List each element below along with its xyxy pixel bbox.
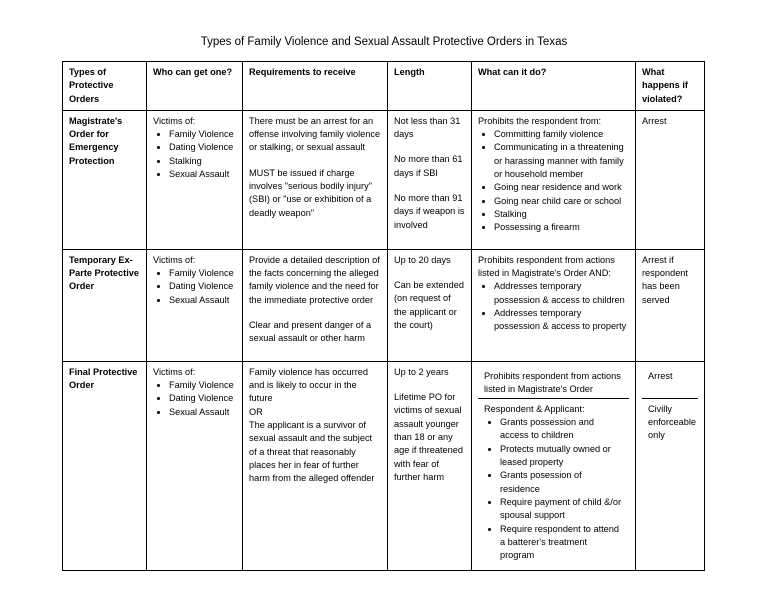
violated-cell: Arrest if respondent has been served [636, 249, 705, 361]
length-cell [388, 361, 472, 571]
list-item: • Addresses temporary possession & access to property [494, 307, 629, 334]
list-item: • Going near child care or school [494, 195, 629, 208]
list-item: • Family Violence [169, 128, 236, 141]
can-do-list [484, 416, 623, 562]
who-list [153, 128, 236, 181]
can-do-intro: Respondent & Applicant: [484, 403, 585, 414]
list-item: • Stalking [169, 155, 236, 168]
requirements-cell [243, 249, 388, 361]
requirements-cell [243, 361, 388, 571]
requirement-text: OR [249, 406, 263, 417]
requirement-text: There must be an arrest for an offense involving family violence or stalking, or sexual assault [249, 115, 381, 153]
list-item: • Committing family violence [494, 128, 629, 141]
who-label: Victims of: [153, 366, 196, 377]
can-do-cell [472, 110, 636, 249]
list-item: • Dating Violence [169, 280, 236, 293]
violated-arrest: Arrest [648, 370, 673, 381]
length-text: Lifetime PO for victims of sexual assault younger than 18 or any age if threatened with fear of further harm [394, 392, 463, 482]
can-do-list [478, 280, 629, 333]
list-item: • Require payment of child &/or spousal support [500, 496, 623, 523]
list-item: • Family Violence [169, 379, 236, 392]
list-item: • Sexual Assault [169, 406, 236, 419]
list-item: • Grants posession of residence [500, 469, 623, 496]
list-item: • Dating Violence [169, 141, 236, 154]
header-who: Who can get one? [147, 62, 243, 111]
who-cell [147, 110, 243, 249]
header-length: Length [388, 62, 472, 111]
order-type: Magistrate's Order for Emergency Protection [63, 110, 147, 249]
table-row [63, 249, 705, 361]
who-cell [147, 249, 243, 361]
can-do-intro: Prohibits respondent from actions listed in Magistrate's Order AND: [478, 254, 615, 279]
header-violated: What happens if violated? [636, 62, 705, 111]
list-item: • Stalking [494, 208, 629, 221]
header-requirements: Requirements to receive [243, 62, 388, 111]
can-do-list [478, 128, 629, 234]
header-row [63, 62, 705, 111]
list-item: • Communicating in a threatening or harassing manner with family or household member [494, 141, 629, 181]
who-label: Victims of: [153, 254, 196, 265]
can-do-cell [472, 361, 636, 571]
header-types: Types of Protective Orders [63, 62, 147, 111]
who-list [153, 379, 236, 419]
length-cell [388, 110, 472, 249]
length-cell [388, 249, 472, 361]
list-item: • Addresses temporary possession & access to children [494, 280, 629, 307]
who-list [153, 267, 236, 307]
can-do-intro: Prohibits the respondent from: [478, 115, 602, 126]
length-text: Up to 2 years [394, 366, 449, 377]
list-item: • Protects mutually owned or leased property [500, 443, 623, 470]
can-do-prohibits: Prohibits respondent from actions listed in Magistrate's Order [484, 370, 621, 395]
protective-orders-table [62, 61, 705, 571]
length-text: No more than 91 days if weapon is involved [394, 193, 465, 230]
list-item: • Dating Violence [169, 392, 236, 405]
violated-civil: Civilly enforceable only [642, 398, 698, 447]
requirement-text: The applicant is a survivor of sexual assault and the subject of a threat that reasonably places her in fear of further harm from the alleged offender [249, 420, 375, 484]
list-item: • Possessing a firearm [494, 221, 629, 234]
page-title: Types of Family Violence and Sexual Assault Protective Orders in Texas [200, 36, 568, 48]
violated-cell: Arrest [636, 110, 705, 249]
length-text: Not less than 31 days [394, 115, 461, 140]
requirement-text: Family violence has occurred and is likely to occur in the future [249, 366, 368, 404]
who-cell [147, 361, 243, 571]
can-do-respondent-applicant [478, 398, 629, 567]
order-type: Final Protective Order [63, 361, 147, 571]
list-item: • Grants possession and access to children [500, 416, 623, 443]
list-item: • Sexual Assault [169, 168, 236, 181]
header-can-do: What can it do? [472, 62, 636, 111]
table-row [63, 110, 705, 249]
requirements-cell [243, 110, 388, 249]
length-text: No more than 61 days if SBI [394, 154, 463, 178]
can-do-cell [472, 249, 636, 361]
requirement-text: Provide a detailed description of the facts concerning the alleged family violence and the need for the immediate protective order [249, 254, 380, 305]
list-item: • Family Violence [169, 267, 236, 280]
who-label: Victims of: [153, 115, 196, 126]
requirement-text: MUST be issued if charge involves "serious bodily injury" (SBI) or "use or exhibition of a deadly weapon" [249, 167, 372, 218]
list-item: • Going near residence and work [494, 181, 629, 194]
table-row [63, 361, 705, 571]
list-item: • Sexual Assault [169, 294, 236, 307]
list-item: • Require respondent to attend a batterer's treatment program [500, 523, 623, 563]
length-text: Can be extended (on request of the applicant or the court) [394, 280, 464, 331]
violated-cell [636, 361, 705, 571]
requirement-text: Clear and present danger of a sexual assault or other harm [249, 320, 372, 344]
length-text: Up to 20 days [394, 254, 451, 265]
order-type: Temporary Ex-Parte Protective Order [63, 249, 147, 361]
